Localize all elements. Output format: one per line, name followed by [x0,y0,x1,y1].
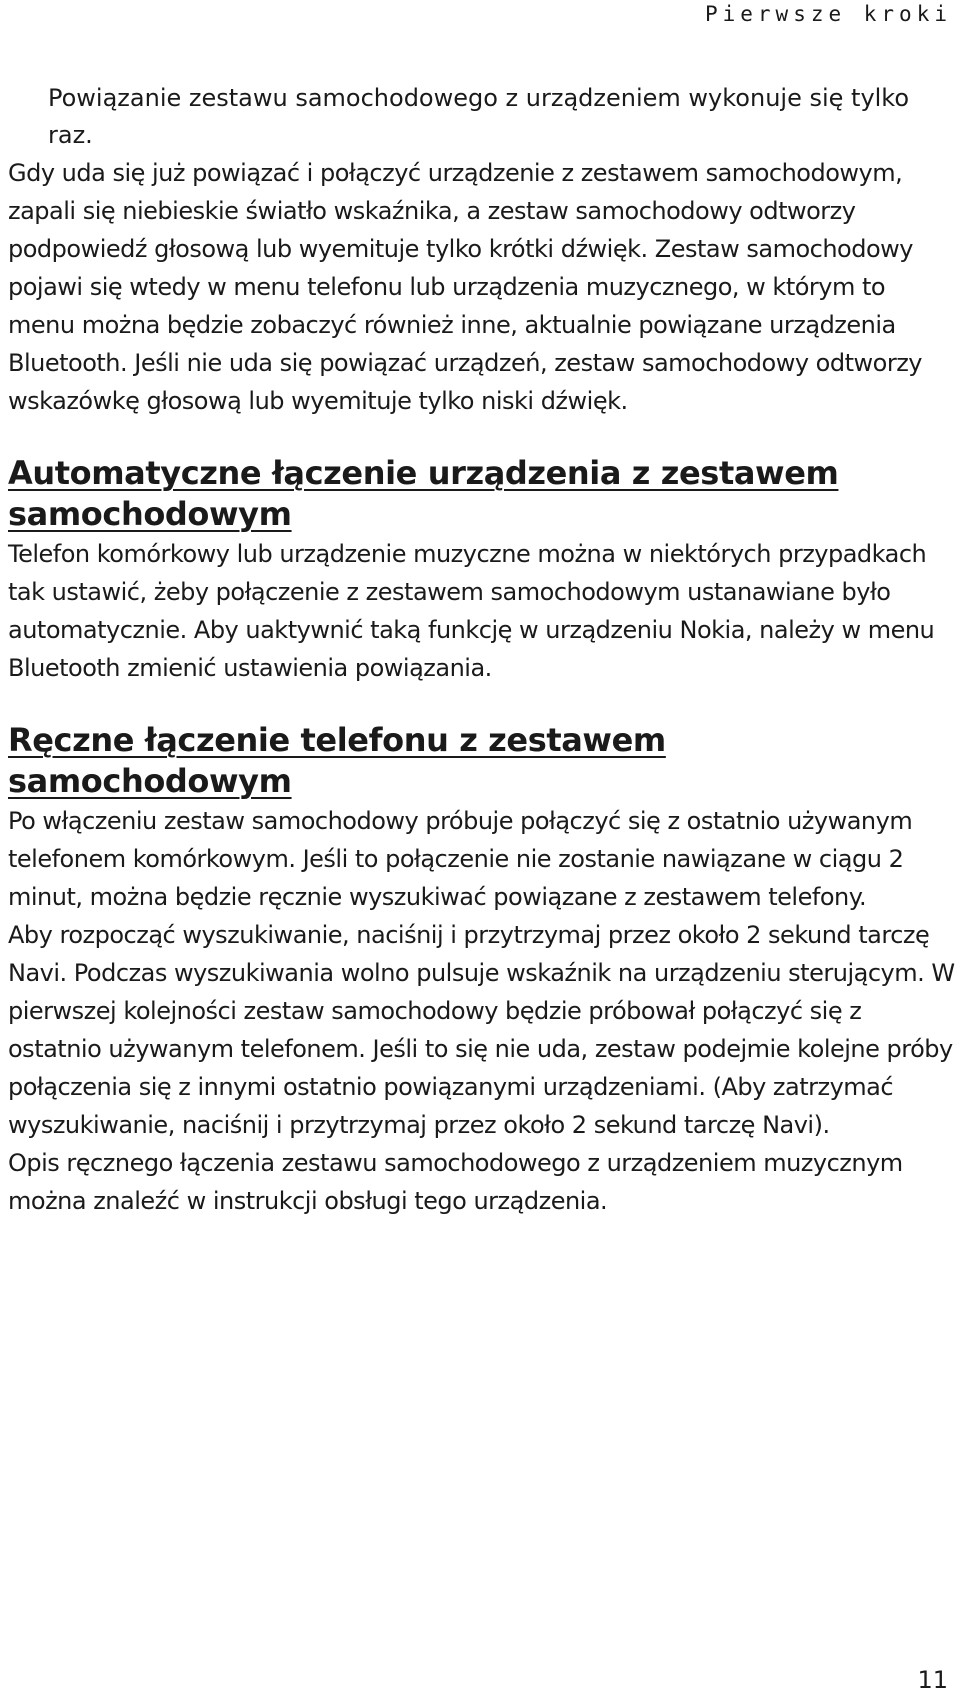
section-heading-manual-connection: Ręczne łączenie telefonu z zestawem samochodowym [8,721,666,800]
page-number: 11 [917,1666,948,1694]
lead-paragraph: Powiązanie zestawu samochodowego z urządzeniem wykonuje się tylko raz. [48,84,910,149]
music-device-note-paragraph: Opis ręcznego łączenia zestawu samochodowego z urządzeniem muzycznym można znaleźć w instrukcji obsługi tego urządzenia. [8,1149,903,1215]
page-content [8,80,956,1220]
pairing-result-paragraph: Gdy uda się już powiązać i połączyć urządzenie z zestawem samochodowym, zapali się niebieskie światło wskaźnika, a zestaw samochodowy odtworzy podpowiedź głosową lub wyemituje tylko krótki dźwięk. Zestaw samochodowy pojawi się wtedy w menu telefonu lub urządzenia muzycznego, w którym to menu można będzie zobaczyć również inne, aktualnie powiązane urządzenia Bluetooth. Jeśli nie uda się powiązać urządzeń, zestaw samochodowy odtworzy wskazówkę głosową lub wyemituje tylko niski dźwięk. [8,159,922,415]
manual-connection-paragraph: Po włączeniu zestaw samochodowy próbuje połączyć się z ostatnio używanym telefonem komórkowym. Jeśli to połączenie nie zostanie nawiązane w ciągu 2 minut, można będzie ręcznie wyszukiwać powiązane z zestawem telefony. [8,807,913,911]
search-instructions-paragraph: Aby rozpocząć wyszukiwanie, naciśnij i przytrzymaj przez około 2 sekund tarczę Navi. Podczas wyszukiwania wolno pulsuje wskaźnik na urządzeniu sterującym. W pierwszej kolejności zestaw samochodowy będzie próbował połączyć się z ostatnio używanym telefonem. Jeśli to się nie uda, zestaw podejmie kolejne próby połączenia się z innymi ostatnio powiązanymi urządzeniami. (Aby zatrzymać wyszukiwanie, naciśnij i przytrzymaj przez około 2 sekund tarczę Navi). [8,921,955,1139]
running-header: Pierwsze kroki [704,2,952,26]
automatic-connection-paragraph: Telefon komórkowy lub urządzenie muzyczne można w niektórych przypadkach tak ustawić, żeby połączenie z zestawem samochodowym ustanawiane było automatycznie. Aby uaktywnić taką funkcję w urządzeniu Nokia, należy w menu Bluetooth zmienić ustawienia powiązania. [8,540,935,682]
section-heading-automatic-connection: Automatyczne łączenie urządzenia z zestawem samochodowym [8,454,839,533]
